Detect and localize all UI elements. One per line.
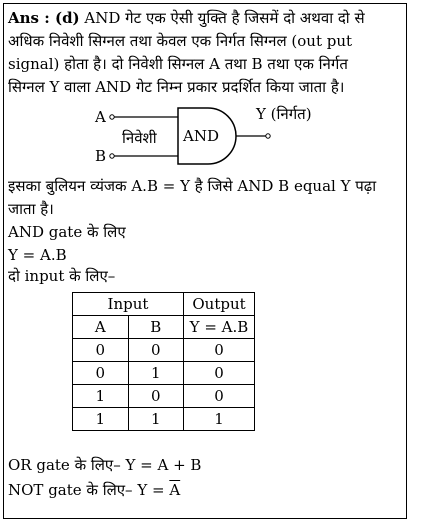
input-b-terminal [110,154,114,158]
cell-a: 1 [73,408,129,431]
table-row [73,339,255,362]
not-gate-prefix: NOT gate के लिए– Y = [8,481,170,499]
input-group-label: निवेशी [122,129,157,147]
cell-b: 0 [128,339,184,362]
input-b-label: B [95,147,107,165]
truth-table [72,292,255,431]
gate-label: AND [183,127,219,145]
cell-b: 1 [128,408,184,431]
two-input-heading: दो input के लिए– [8,267,116,285]
and-expression: Y = A.B [8,246,67,264]
answer-line-3: signal) होता है। दो निवेशी सिग्नल A तथा B तथा एक निर्गत [8,55,348,73]
output-label: Y (निर्गत) [256,105,312,123]
input-a-label: A [95,108,106,126]
cell-a: 0 [73,362,129,385]
not-gate-line [8,480,180,500]
cell-y: 1 [184,408,255,431]
output-group-header: Output [184,293,255,316]
not-gate-variable: $\overline{A}$ [169,481,181,499]
input-a-terminal [110,115,114,119]
answer-line-1-text: AND गेट एक ऐसी युक्ति है जिसमें दो अथवा दो से [79,9,365,27]
table-row [73,362,255,385]
header-y: Y = A.B [184,316,255,339]
answer-line-4: सिग्नल Y वाला AND गेट निम्न प्रकार प्रदर्शित किया जाता है। [8,78,345,96]
table-row [73,408,255,431]
header-a: A [73,316,129,339]
header-b: B [128,316,184,339]
answer-line-1 [8,8,365,28]
answer-line-2: अधिक निवेशी सिग्नल तथा केवल एक निर्गत सिग्नल (out put [8,32,353,50]
output-terminal [266,134,270,138]
cell-b: 0 [128,385,184,408]
cell-a: 1 [73,385,129,408]
and-heading: AND gate के लिए [8,223,126,241]
truth-table-header-row [73,316,255,339]
or-gate-line: OR gate के लिए– Y = A + B [8,456,202,474]
cell-y: 0 [184,339,255,362]
boolean-line-1: इसका बुलियन व्यंजक A.B = Y है जिसे AND B equal Y पढ़ा [8,177,377,195]
answer-prefix: Ans : (d) [8,9,80,27]
cell-y: 0 [184,385,255,408]
cell-a: 0 [73,339,129,362]
and-gate-diagram [0,106,424,168]
truth-table-group-row [73,293,255,316]
boolean-line-2: जाता है। [8,200,54,218]
input-group-header: Input [73,293,184,316]
cell-b: 1 [128,362,184,385]
cell-y: 0 [184,362,255,385]
table-row [73,385,255,408]
